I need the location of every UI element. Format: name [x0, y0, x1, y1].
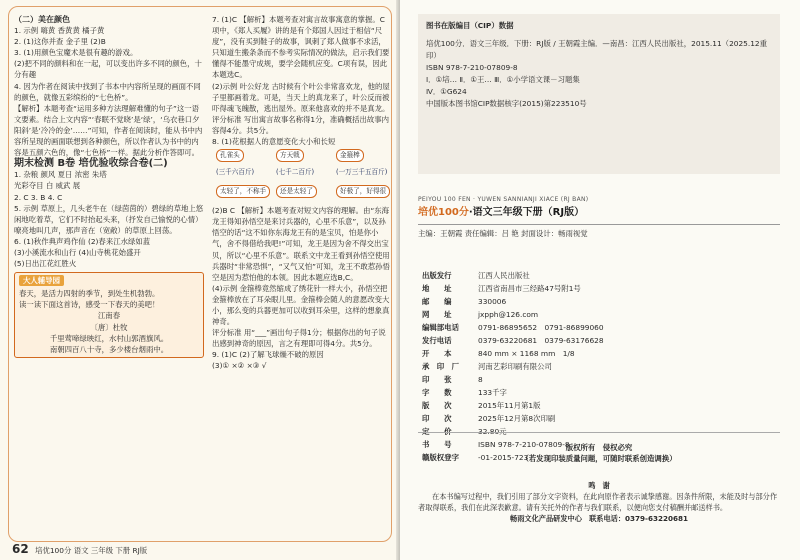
poem-line: 南朝四百八十寺，多少楼台烟雨中。 — [49, 344, 169, 354]
info-value: 江西省南昌市三经路47号附1号 — [478, 284, 581, 293]
cip-line: Ⅰ．①培… Ⅱ．①王… Ⅲ．①小学语文课－习题集 — [426, 75, 580, 84]
diagram-top-label: 金箍棒 — [336, 149, 364, 162]
cip-title: 图书在版编目（CIP）数据 — [426, 21, 514, 30]
answer-line: 6. (1)秋作典声鸡作仙 (2)春来江水绿如蓝 — [14, 236, 151, 246]
diagram-mid-label: (三千六百斤) — [216, 168, 255, 177]
info-value: -01-2015-723 — [478, 453, 529, 462]
answer-line: (3)小溪流水和山行 (4)山寺桃花始盛开 — [14, 247, 141, 257]
info-row — [422, 309, 610, 320]
right-page — [400, 0, 800, 560]
book-subtitle: ·语文三年级下册（RJ版） — [468, 207, 585, 218]
copyright-note: （若发现印装质量问题，可随时联系创造调换） — [521, 454, 677, 463]
copyright-line: 版权所有 侵权必究 — [565, 443, 633, 452]
info-row — [422, 296, 610, 307]
info-row — [422, 400, 610, 411]
poem-line: 读一读下面这首诗，感受一下春天的美吧！ — [19, 300, 160, 310]
diagram-top-label: 方天戟 — [276, 149, 304, 162]
reading-box-title: 大人辅导园 — [19, 275, 64, 286]
footer-text: 培优100分 语文 三年级 下册 RJ版 — [35, 546, 148, 555]
info-row — [422, 283, 610, 294]
info-value: jxpph@126.com — [478, 310, 539, 319]
info-row — [422, 361, 610, 372]
answer-line: 2. C 3. B 4. C — [14, 192, 63, 202]
answer-line: 2. (1)这你并查 金子里 (2)B — [14, 37, 106, 47]
answer-line: 1. 杂粮 颜风 夏日 浓密 朱塔 — [14, 170, 107, 180]
publication-info-table — [420, 268, 612, 465]
info-row — [422, 270, 610, 281]
info-key: 地 址 — [422, 284, 452, 293]
poem-line: 春天，是活力四射的季节，到处生机勃勃。 — [19, 289, 160, 299]
info-value: 133千字 — [478, 388, 507, 397]
answer-line: (3)① ×② ×③ √ — [212, 361, 267, 371]
info-key: 出版发行 — [422, 271, 452, 280]
book-title — [418, 203, 780, 218]
info-key: 发行电话 — [422, 336, 452, 345]
answer-line: 评分标准 用“___”画出句子得1分；根据你出的句子说出感到神奇的原因，言之有理即可得4分。共5分。 — [212, 328, 386, 349]
book-title-block — [418, 196, 780, 239]
left-column — [14, 14, 204, 358]
answer-line: 评分标准 写出寓言故事名称得1分，准确概括出故事内容得4分。共5分。 — [212, 114, 390, 135]
section-heading: 期末检测 B卷 培优验收综合卷(二) — [14, 158, 168, 170]
info-value: 330006 — [478, 297, 507, 306]
answer-line: (2)B C 【解析】本题考查对短文内容的理解。由“东海龙王得知孙悟空是来讨兵器的，心里不乐意”，以及孙悟空的话“这不如你东海龙王有的是宝贝，怕是你小气，舍不得借给我吧!”可知，龙王是因为舍不得交出宝贝，所以“心里不乐意”。联系文中龙王看到孙悟空使用兵器时“非常恐惧”，“又气又怕”可知，龙王不敢惹孙悟空是因为惹怕他的本领。因此本题应选B,C。 — [212, 206, 390, 282]
page-number: 62 — [12, 542, 29, 556]
info-key: 赣版权登字 — [422, 453, 459, 462]
info-value: 8 — [478, 375, 483, 384]
info-value: 0379-63220681 0379-63176628 — [478, 336, 604, 345]
diagram-top-label: 孔雀头 — [216, 149, 244, 162]
info-value: 河南艺彩印刷有限公司 — [478, 362, 552, 371]
answer-line: 光彩夺目 白 威武 展 — [14, 181, 81, 191]
diagram-bottom-label: 太轻了，不称手 — [216, 185, 270, 198]
info-row — [422, 413, 610, 424]
cip-line: 培优100分．语文三年级．下册：RJ版 / 王朝霞主编．—南昌：江西人民出版社，2015.11（2025.12重印） — [426, 39, 768, 60]
info-key: 网 址 — [422, 310, 452, 319]
answer-line: (2)示例 叶公好龙 古时候有个叶公非常喜欢龙，他的屋子里都画着龙。可是，当天上的真龙来了，叶公反而被吓得魂飞魄散，逃出屋外。原来他喜欢的并不是真龙。 — [212, 81, 390, 113]
copyright-block — [418, 442, 780, 464]
info-key: 版 次 — [422, 401, 452, 410]
poem-line: 千里莺啼绿映红，水村山郭酒旗风。 — [49, 333, 169, 343]
info-value: 0791-86895652 0791-86899060 — [478, 323, 604, 332]
info-row — [422, 322, 610, 333]
brand: 培优100分 — [418, 207, 469, 218]
info-key: 字 数 — [422, 388, 452, 397]
diagram-bottom-label: 还是太轻了 — [276, 185, 317, 198]
diagram-bottom-label: 好极了，好得很 — [336, 185, 390, 198]
page-footer — [12, 542, 147, 556]
info-value: 32.80元 — [478, 427, 507, 436]
info-key: 印 张 — [422, 375, 452, 384]
cip-line: ISBN 978-7-210-07809-8 — [426, 63, 518, 72]
poem-line: 〔唐〕杜牧 — [90, 322, 128, 332]
diagram-mid-label: (一万三千五百斤) — [336, 168, 388, 177]
weapon-diagram — [212, 149, 392, 203]
right-column — [212, 14, 392, 372]
poem-line: 江南春 — [97, 311, 121, 321]
thanks-contact: 畅雨文化产品研发中心 联系电话：0379-63220681 — [510, 514, 688, 523]
info-row — [422, 387, 610, 398]
info-value: 江西人民出版社 — [478, 271, 530, 280]
cip-line: Ⅳ．①G624 — [426, 87, 467, 96]
answer-line: (4)示例 金箍棒竟然缩成了绣花针一样大小，孙悟空把金箍棒放在了耳朵眼儿里。金箍棒会随人的意愿改变大小，那么变的兵器更加可以收到耳朵里，这样的想象真神奇。 — [212, 283, 390, 327]
info-value: 840 mm × 1168 mm 1/8 — [478, 349, 575, 358]
answer-line: (5)日出江花红胜火 — [14, 259, 77, 269]
diagram-mid-label: (七千二百斤) — [276, 168, 315, 177]
info-row — [422, 335, 610, 346]
info-key: 印 次 — [422, 414, 452, 423]
info-key: 编辑部电话 — [422, 323, 459, 332]
info-key: 邮 编 — [422, 297, 452, 306]
cip-line: 中国版本图书馆CIP数据核字(2015)第223510号 — [426, 99, 587, 108]
info-row — [422, 348, 610, 359]
section-heading: （二）美在颜色 — [14, 15, 70, 24]
pinyin-title: PEIYOU 100 FEN · YUWEN SANNIANJI XIACE (RJ BAN) — [418, 196, 589, 203]
answer-line: 4. 因为作者在阅读中找到了书本中内容所呈现的画面不同的颜色，就像五彩缤纷的“七色桥”。 — [14, 81, 201, 102]
credits: 主编：王朝霞 责任编辑：吕 艳 封面设计：畅雨视觉 — [418, 224, 780, 239]
answer-line: 9. (1)C (2)了解飞球燥不破的原因 — [212, 350, 324, 360]
answer-line: 3. (1)用颜色宝魔术是很有趣的游戏。 — [14, 48, 138, 58]
cip-block — [418, 14, 780, 174]
answer-line: 1. 示例 嗨黄 香黄黄 橘子黄 — [14, 26, 105, 36]
info-row — [422, 374, 610, 385]
reading-box — [14, 272, 204, 358]
answer-line: 7. (1)C 【解析】本题考查对寓言故事寓意的掌握。C项中，《郑人买履》讲的是有个郑国人因过于相信“尺度”，没有买到鞋子的故事，讽刺了郑人做事不求活，只知道生搬条条而不参考实际情况的做法，启示我们要懂得不能墨守成规，要学会随机应变。C项有误，因此本题选C。 — [212, 15, 390, 80]
info-key: 承 印 厂 — [422, 362, 459, 371]
info-value: 2025年12月第8次印刷 — [478, 414, 556, 423]
answer-line: 【解析】本题考查“运用多种方法理解难懂的句子”这一语文要素。结合上文内容“‘春眠不觉晓’是‘绿’，‘乌衣巷口夕阳斜’是‘冷冷的金’……”可知，作者在阅读时，能从书中内容所呈现的画面联想到各种颜色，所以作者认为书中的内容是五颜六色的，像“七色桥”一样。据此分析作答即可。 — [14, 103, 203, 158]
answer-line: (2)把不同的颜料和在一起，可以变出许多不同的颜色，十分有趣 — [14, 59, 202, 80]
acknowledgement — [418, 480, 780, 524]
answer-line: 8. (1)花根据人的意愿变化大小和长短 — [212, 137, 336, 147]
thanks-title: 鸣 谢 — [588, 481, 610, 490]
answer-line: 5. 示例 草原上，几头老牛在（绿茵茵的）碧绿的草地上悠闲地吃着草，它们不时抬起头来，（抒发自己愉悦的心情）嘹亮地叫几声，那声音在（宽敞）的草原上回荡。 — [14, 203, 204, 235]
info-key: 书 号 — [422, 440, 452, 449]
info-value: 2015年11月第1版 — [478, 401, 541, 410]
info-key: 开 本 — [422, 349, 452, 358]
info-value: ISBN 978-7-210-07809-8 — [478, 440, 570, 449]
divider — [418, 432, 780, 433]
info-key: 定 价 — [422, 427, 452, 436]
thanks-body: 在本书编写过程中，我们引用了部分文字资料，在此向原作者表示诚挚感谢。因条件所限，未能及时与部分作者取得联系，我们在此深表歉意。请有关托外的作者与我们联系，以便向您支付稿酬并邮送样书。 — [418, 492, 778, 512]
